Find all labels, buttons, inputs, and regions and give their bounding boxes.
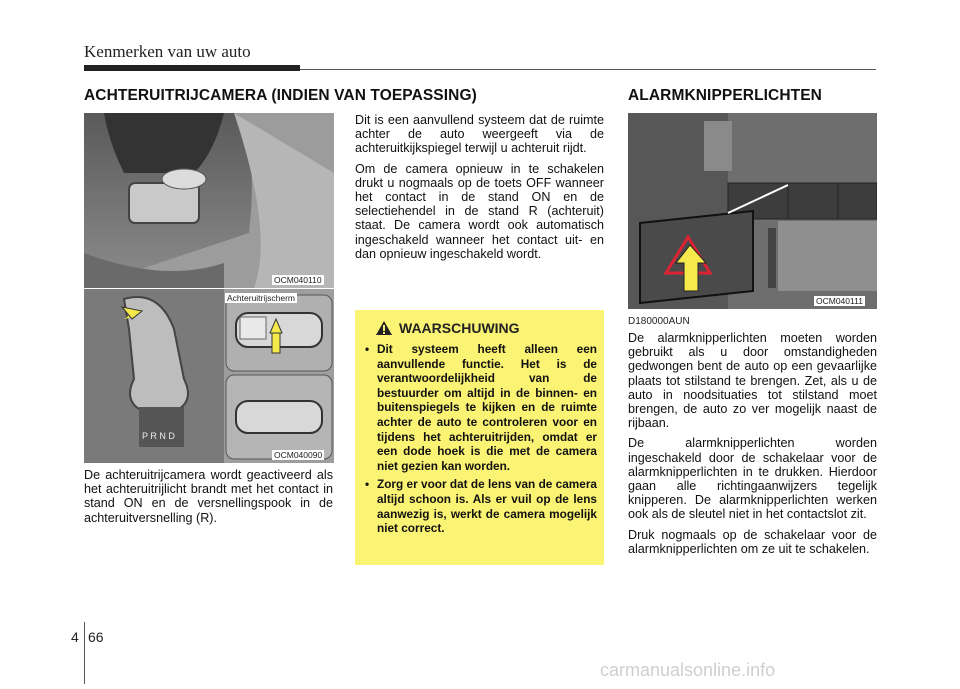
warning-icon bbox=[375, 320, 393, 336]
section-title-rear-camera: ACHTERUITRIJCAMERA (INDIEN VAN TOEPASSING) bbox=[84, 87, 477, 104]
document-code: D180000AUN bbox=[628, 316, 690, 327]
section-title-hazard-lights: ALARMKNIPPERLICHTEN bbox=[628, 87, 822, 104]
warning-item: • Zorg er voor dat de lens van de camera altijd schoon is. Als er vuil op de lens aanwezig is, werkt de camera mogelijk niet correct. bbox=[365, 477, 597, 535]
svg-text:P R N D: P R N D bbox=[142, 431, 175, 441]
camera-caption: De achteruitrijcamera wordt geactiveerd als het achteruitrijlicht brandt met het contact in stand ON en de versnellingspook in de achteruitversnelling (R). bbox=[84, 468, 333, 525]
rear-car-illustration bbox=[84, 113, 334, 288]
hazard-body bbox=[628, 331, 877, 562]
image-code-3: OCM040111 bbox=[816, 296, 863, 306]
image-label-rear-screen: Achteruitrijscherm bbox=[227, 293, 296, 303]
hazard-switch-illustration bbox=[628, 113, 877, 309]
warning-item: • Dit systeem heeft alleen een aanvullende functie. Het is de verantwoordelijkheid van de bestuurder om altijd in de binnen- en buitenspiegels te kijken en de ruimte achter de auto te controleren voor en tijdens het achteruitrijden, omdat er een dode hoek is die met de camera niet gezien kan worden. bbox=[365, 342, 597, 473]
image-code-2: OCM040090 bbox=[274, 450, 323, 460]
page-header-title: Kenmerken van uw auto bbox=[84, 42, 251, 61]
watermark: carmanualsonline.info bbox=[600, 660, 776, 680]
hazard-body-p1: De alarmknipperlichten moeten worden gebruikt als u door omstandigheden gedwongen bent de auto op een gevaarlijke plaats tot stilstand te brengen. Zet, als u de auto in noodsituaties tot stilstand moet brengen, de auto zo ver mogelijk naast de rijbaan. bbox=[628, 331, 877, 431]
hazard-body-p2: De alarmknipperlichten worden ingeschakeld door de schakelaar voor de alarmknipperlichten in te drukken. Hierdoor gaan alle richtingaanwijzers tegelijk knipperen. De alarmknipperlichten werken ook als de sleutel niet in het contactslot zit. bbox=[628, 436, 877, 522]
warning-box bbox=[355, 310, 604, 565]
hazard-body-p3: Druk nogmaals op de schakelaar voor de alarmknipperlichten om ze uit te schakelen. bbox=[628, 527, 877, 556]
warning-list bbox=[365, 342, 597, 540]
image-code-1: OCM040110 bbox=[274, 275, 322, 285]
footer-separator bbox=[84, 622, 85, 684]
warning-title: WAARSCHUWING bbox=[399, 320, 520, 336]
chapter-number: 4 bbox=[71, 629, 79, 645]
camera-body bbox=[355, 113, 604, 267]
page-number: 66 bbox=[88, 629, 104, 645]
camera-body-p2: Om de camera opnieuw in te schakelen drukt u nogmaals op de toets OFF wanneer het contact in de stand ON en de selectiehendel in de stand R (achteruit) staat. De camera wordt ook automatisch ingeschakeld wanneer het contact uit- en dan opnieuw ingeschakeld wordt. bbox=[355, 161, 604, 261]
header-rule bbox=[300, 69, 876, 70]
header-bar bbox=[84, 65, 300, 71]
gear-shift-and-mirror-illustration bbox=[84, 289, 334, 463]
camera-body-p1: Dit is een aanvullend systeem dat de ruimte achter de auto weergeeft via de achteruitkijkspiegel terwijl u achteruit rijdt. bbox=[355, 113, 604, 156]
